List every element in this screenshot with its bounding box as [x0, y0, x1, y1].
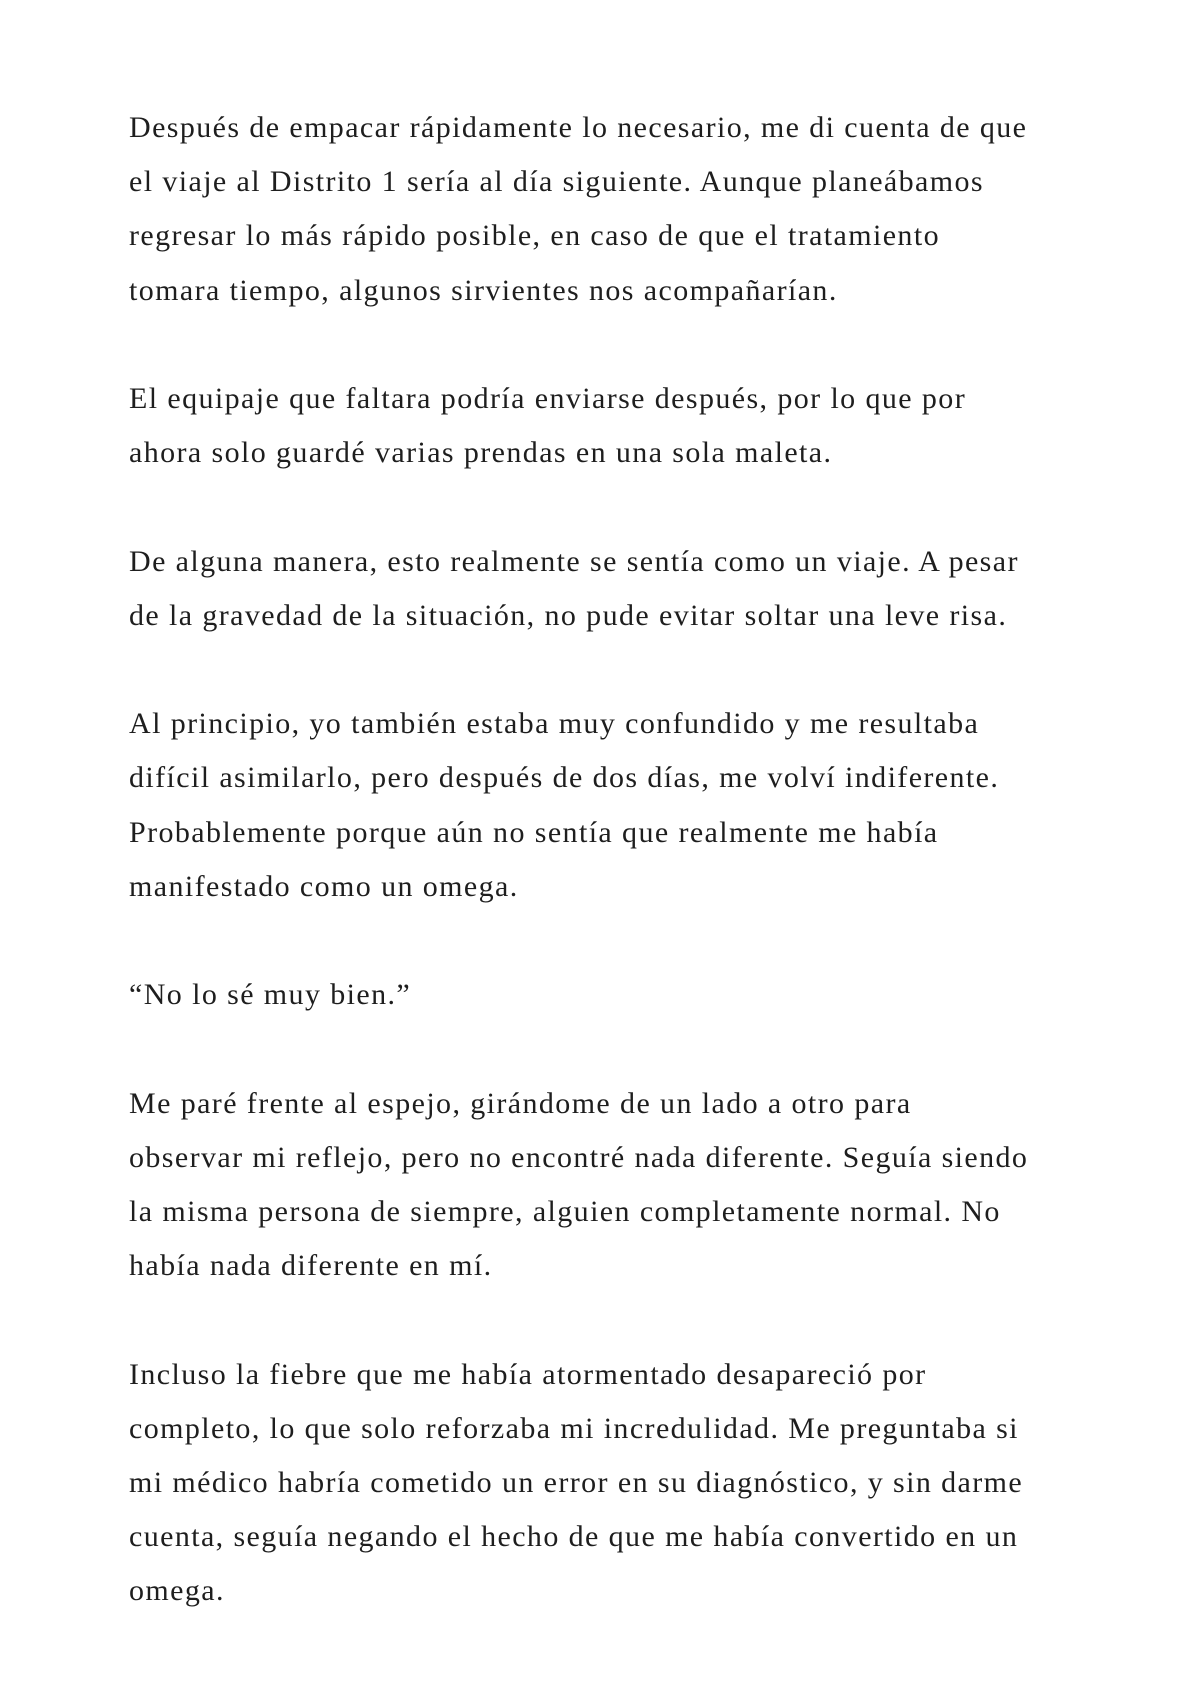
- paragraph: [129, 101, 1089, 318]
- text-line: cuenta, seguía negando el hecho de que me había convertido en un: [129, 1520, 1019, 1554]
- text-line: completo, lo que solo reforzaba mi incredulidad. Me preguntaba si: [129, 1411, 1019, 1445]
- text-line: mi médico habría cometido un error en su diagnóstico, y sin darme: [129, 1465, 1024, 1499]
- paragraph: [129, 697, 1089, 914]
- text-line: el viaje al Distrito 1 sería al día siguiente. Aunque planeábamos: [129, 165, 984, 199]
- paragraph: [129, 535, 1089, 643]
- text-line: Probablemente porque aún no sentía que realmente me había: [129, 815, 939, 849]
- text-line: Después de empacar rápidamente lo necesario, me di cuenta de que: [129, 111, 1028, 144]
- text-line: regresar lo más rápido posible, en caso de que el tratamiento: [129, 219, 940, 253]
- text-line: ahora solo guardé varias prendas en una sola maleta.: [129, 436, 833, 470]
- text-line: tomara tiempo, algunos sirvientes nos acompañarían.: [129, 273, 838, 307]
- text-line: manifestado como un omega.: [129, 869, 519, 903]
- text-line: “No lo sé muy bien.”: [129, 978, 412, 1012]
- document-page: [129, 101, 1089, 1673]
- text-line: Al principio, yo también estaba muy confundido y me resultaba: [129, 707, 980, 741]
- text-line: la misma persona de siempre, alguien completamente normal. No: [129, 1194, 1001, 1228]
- text-line: De alguna manera, esto realmente se sentía como un viaje. A pesar: [129, 544, 1019, 578]
- paragraph: [129, 968, 1089, 1022]
- text-line: Incluso la fiebre que me había atormentado desapareció por: [129, 1357, 927, 1391]
- text-line: omega.: [129, 1574, 225, 1608]
- text-line: observar mi reflejo, pero no encontré nada diferente. Seguía siendo: [129, 1140, 1029, 1174]
- paragraph: [129, 372, 1089, 480]
- paragraph: [129, 1348, 1089, 1619]
- text-line: Me paré frente al espejo, girándome de un lado a otro para: [129, 1086, 912, 1120]
- text-line: difícil asimilarlo, pero después de dos días, me volví indiferente.: [129, 761, 1000, 795]
- paragraph: [129, 1077, 1089, 1294]
- text-line: El equipaje que faltara podría enviarse después, por lo que por: [129, 382, 967, 415]
- text-line: había nada diferente en mí.: [129, 1249, 493, 1283]
- text-line: de la gravedad de la situación, no pude evitar soltar una leve risa.: [129, 598, 1008, 632]
